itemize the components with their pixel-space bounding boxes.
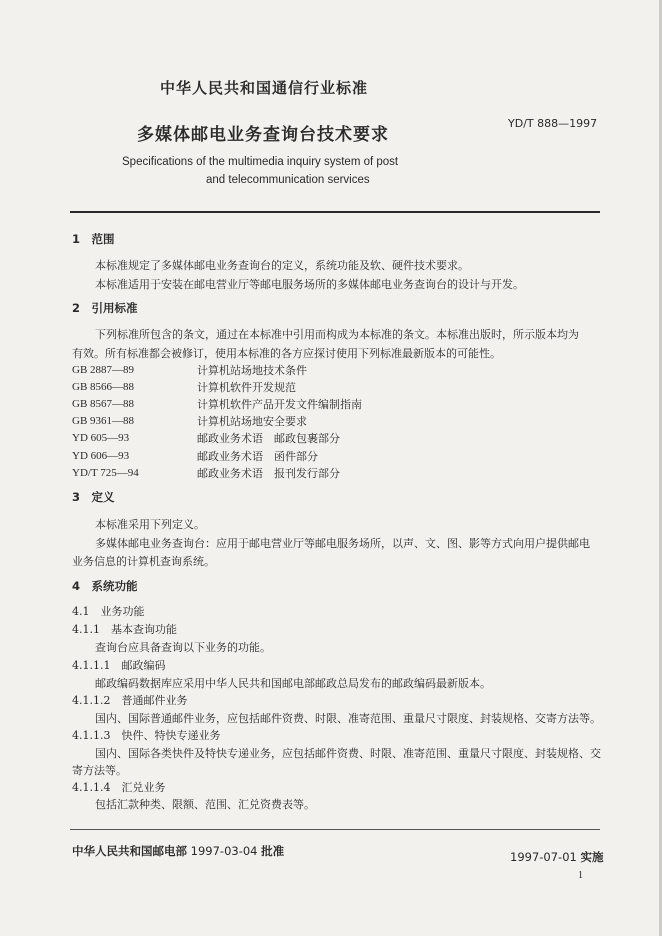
reference-code: YD 605—93 bbox=[72, 432, 130, 444]
section-1-heading: 1 范围 bbox=[72, 232, 115, 246]
reference-code: GB 2887—89 bbox=[72, 364, 135, 376]
clause-4-1-1-text: 查询台应具备查询以下业务的功能。 bbox=[95, 641, 271, 654]
section-3-paragraph-1: 本标准采用下列定义。 bbox=[95, 518, 205, 531]
reference-title: 邮政业务术语 报刊发行部分 bbox=[197, 467, 340, 480]
reference-code: YD 606—93 bbox=[72, 450, 130, 462]
clause-4-1-1-3-text-line-2: 寄方法等。 bbox=[72, 764, 127, 777]
effective-label: 实施 bbox=[580, 850, 604, 864]
english-title-line-1: Specifications of the multimedia inquiry system of post bbox=[122, 156, 399, 168]
clause-4-1-1-2-heading: 4.1.1.2 普通邮件业务 bbox=[72, 694, 188, 707]
approval-line bbox=[72, 843, 284, 859]
reference-code: YD/T 725—94 bbox=[72, 467, 139, 479]
section-4-heading: 4 系统功能 bbox=[72, 579, 138, 593]
clause-4-1-heading: 4.1 业务功能 bbox=[72, 605, 145, 618]
section-3-heading: 3 定义 bbox=[72, 490, 115, 504]
header-divider bbox=[70, 211, 600, 213]
effective-date: 1997-07-01 bbox=[510, 850, 577, 864]
reference-code: GB 8566—88 bbox=[72, 381, 135, 393]
document-title: 多媒体邮电业务查询台技术要求 bbox=[137, 125, 389, 145]
section-2-heading: 2 引用标准 bbox=[72, 301, 138, 315]
section-1-paragraph-1: 本标准规定了多媒体邮电业务查询台的定义，系统功能及软、硬件技术要求。 bbox=[95, 259, 469, 272]
section-3-paragraph-2-line-2: 业务信息的计算机查询系统。 bbox=[72, 555, 215, 568]
clause-4-1-1-3-heading: 4.1.1.3 快件、特快专递业务 bbox=[72, 729, 221, 742]
reference-code: GB 9361—88 bbox=[72, 415, 135, 427]
approval-label: 批准 bbox=[261, 844, 285, 858]
reference-title: 邮政业务术语 函件部分 bbox=[197, 450, 318, 463]
reference-title: 计算机软件开发规范 bbox=[197, 381, 296, 394]
effective-line bbox=[510, 849, 604, 865]
reference-title: 邮政业务术语 邮政包裹部分 bbox=[197, 432, 340, 445]
clause-4-1-1-1-heading: 4.1.1.1 邮政编码 bbox=[72, 659, 166, 672]
section-3-paragraph-2-line-1: 多媒体邮电业务查询台：应用于邮电营业厅等邮电服务场所，以声、文、图、影等方式向用户提供邮电 bbox=[95, 537, 590, 550]
footer-divider bbox=[70, 829, 600, 830]
clause-4-1-1-1-text: 邮政编码数据库应采用中华人民共和国邮电部邮政总局发布的邮政编码最新版本。 bbox=[95, 677, 491, 690]
issuing-standard-category: 中华人民共和国通信行业标准 bbox=[160, 79, 369, 97]
standard-code: YD/T 888—1997 bbox=[508, 117, 598, 130]
approving-authority: 中华人民共和国邮电部 bbox=[72, 844, 187, 858]
reference-code: GB 8567—88 bbox=[72, 398, 135, 410]
page-number: 1 bbox=[578, 870, 583, 881]
reference-title: 计算机站场地技术条件 bbox=[197, 364, 307, 377]
section-1-paragraph-2: 本标准适用于安装在邮电营业厅等邮电服务场所的多媒体邮电业务查询台的设计与开发。 bbox=[95, 278, 524, 291]
clause-4-1-1-2-text: 国内、国际普通邮件业务，应包括邮件资费、时限、准寄范围、重量尺寸限度、封装规格、交寄方法等。 bbox=[95, 712, 601, 725]
approval-date: 1997-03-04 bbox=[190, 844, 258, 858]
clause-4-1-1-4-heading: 4.1.1.4 汇兑业务 bbox=[72, 781, 166, 794]
section-2-paragraph-line-2: 有效。所有标准都会被修订，使用本标准的各方应探讨使用下列标准最新版本的可能性。 bbox=[72, 347, 501, 360]
clause-4-1-1-heading: 4.1.1 基本查询功能 bbox=[72, 623, 177, 636]
reference-title: 计算机站场地安全要求 bbox=[197, 415, 307, 428]
section-2-paragraph-line-1: 下列标准所包含的条文，通过在本标准中引用而构成为本标准的条文。本标准出版时，所示版本均为 bbox=[95, 328, 579, 341]
english-title-line-2: and telecommunication services bbox=[206, 174, 370, 186]
reference-title: 计算机软件产品开发文件编制指南 bbox=[197, 398, 362, 411]
clause-4-1-1-3-text-line-1: 国内、国际各类快件及特快专递业务，应包括邮件资费、时限、准寄范围、重量尺寸限度、封装规格、交 bbox=[95, 747, 601, 760]
clause-4-1-1-4-text: 包括汇款种类、限额、范围、汇兑资费表等。 bbox=[95, 798, 315, 811]
